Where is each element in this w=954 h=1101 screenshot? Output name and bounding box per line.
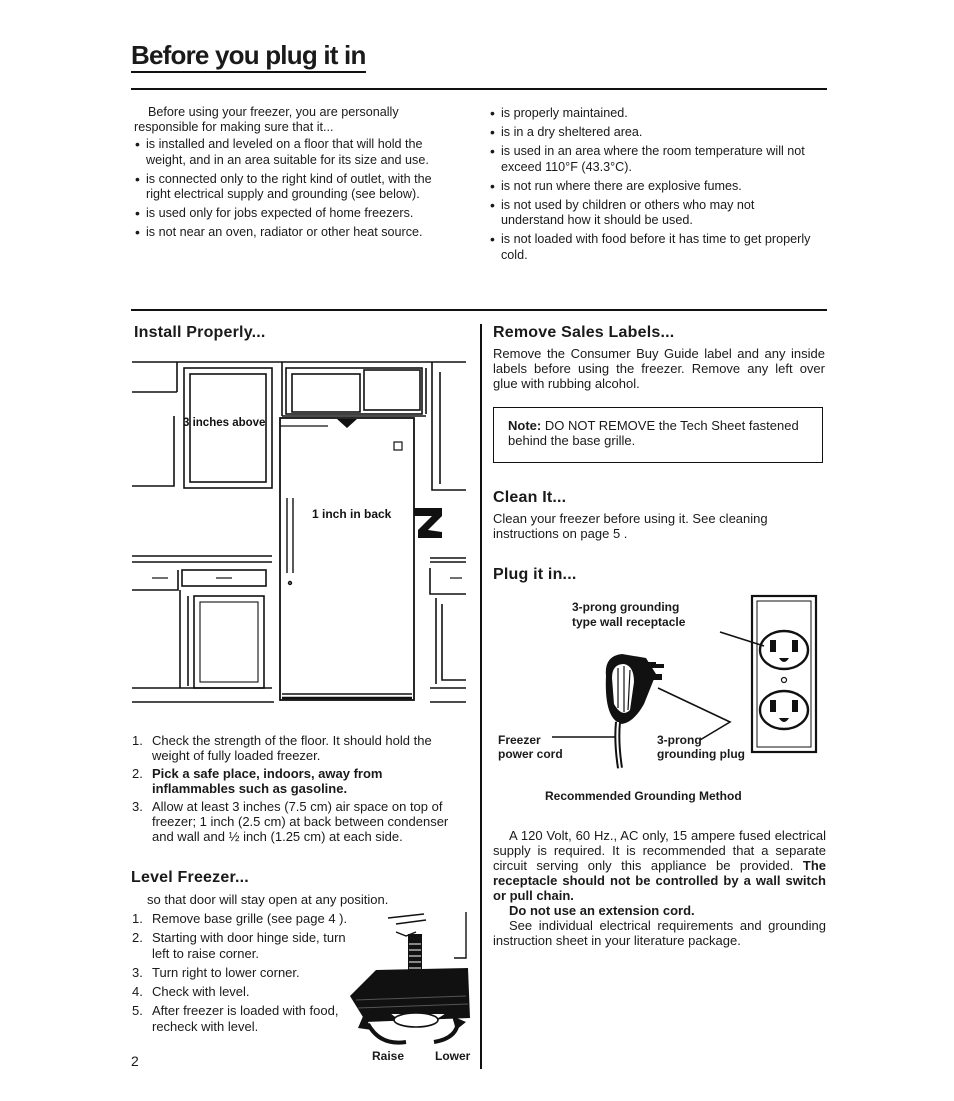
clean-text: Clean your freezer before using it. See cleaning instructions on page 5 .: [493, 511, 768, 541]
intro-bullet: • is in a dry sheltered area.: [489, 125, 811, 140]
intro-bullet: • is not used by children or others who may not understand how it should be used.: [489, 198, 811, 228]
intro-bullet: • is not loaded with food before it has time to get properly cold.: [489, 232, 811, 262]
page-title: Before you plug it in: [131, 40, 366, 73]
intro-bullet: • is not run where there are explosive fumes.: [489, 179, 811, 194]
label-plug-line2: grounding plug: [657, 747, 745, 761]
intro-bullet: • is connected only to the right kind of outlet, with the right electrical supply and grounding (see below).: [134, 172, 448, 202]
raise-label: Raise: [372, 1049, 405, 1063]
step-text: Check the strength of the floor. It should hold the weight of fully loaded freezer.: [152, 733, 432, 763]
level-steps: [130, 911, 360, 1038]
step-text: Pick a safe place, indoors, away from inflammables such as gasoline.: [152, 766, 383, 796]
column-divider: [480, 324, 482, 1069]
step-text: Remove base grille (see page 4 ).: [152, 911, 348, 926]
label-cord-line2: power cord: [498, 747, 563, 761]
note-label: Note:: [508, 418, 542, 433]
step-number: 3.: [132, 965, 143, 980]
installation-illustration: [132, 358, 466, 718]
figure-caption: Recommended Grounding Method: [545, 789, 742, 803]
intro-bullet: • is properly maintained.: [489, 106, 811, 121]
lower-label: Lower: [435, 1049, 471, 1063]
step-text: Starting with door hinge side, turn left to raise corner.: [152, 930, 346, 961]
electrical-text: A 120 Volt, 60 Hz., AC only, 15 ampere fused electrical supply is required. It is recommended that a separate circuit serving only this appliance be provided.: [493, 828, 826, 873]
list-item: [130, 766, 466, 796]
intro-bullet: • is used in an area where the room temperature will not exceed 110°F (43.3°C).: [489, 144, 811, 174]
step-number: 1.: [132, 733, 143, 748]
electrical-paragraph: [493, 828, 826, 903]
remove-text: Remove the Consumer Buy Guide label and any inside labels before using the freezer. Remove any left over glue with rubbing alcohol.: [493, 346, 825, 391]
electrical-requirements: [493, 828, 826, 948]
remove-heading: Remove Sales Labels...: [493, 324, 675, 341]
step-number: 2.: [132, 930, 143, 945]
extension-cord-warning: Do not use an extension cord.: [509, 903, 695, 918]
intro-right-bullets: [489, 106, 811, 263]
install-heading: Install Properly...: [134, 324, 266, 341]
step-number: 5.: [132, 1003, 143, 1018]
step-text: Turn right to lower corner.: [152, 965, 300, 980]
install-steps: [130, 733, 466, 847]
step-text: Allow at least 3 inches (7.5 cm) air space on top of freezer; 1 inch (2.5 cm) at back between condenser and wall and ½ inch (1.25 cm) at each side.: [152, 799, 449, 844]
intro-left-bullets: [134, 137, 448, 240]
label-receptacle-line2: type wall receptacle: [572, 615, 686, 629]
list-item: [130, 911, 360, 927]
step-number: 3.: [132, 799, 143, 814]
label-plug-line1: 3-prong: [657, 733, 702, 747]
list-item: [130, 733, 466, 763]
top-rule: [131, 88, 827, 90]
intro-bullet: • is used only for jobs expected of home freezers.: [134, 206, 448, 221]
page-number: 2: [131, 1053, 139, 1069]
list-item: [130, 930, 360, 962]
label-receptacle-line1: 3-prong grounding: [572, 600, 680, 614]
step-text: Check with level.: [152, 984, 250, 999]
intro-bullet: • is installed and leveled on a floor that will hold the weight, and in an area suitable for its size and use.: [134, 137, 448, 167]
step-number: 1.: [132, 911, 143, 926]
list-item: [130, 1003, 360, 1035]
step-text: After freezer is loaded with food, recheck with level.: [152, 1003, 339, 1034]
label-cord-line1: Freezer: [498, 733, 541, 747]
clean-heading: Clean It...: [493, 489, 567, 506]
electrical-warning: The receptacle should not be controlled by a wall switch or pull chain.: [493, 858, 826, 903]
intro-left: [134, 105, 448, 245]
list-item: [130, 799, 466, 844]
level-heading: Level Freezer...: [131, 869, 249, 886]
leveling-leg-illustration: [346, 910, 476, 1060]
literature-text: See individual electrical requirements and grounding instruction sheet in your literature package.: [493, 918, 826, 948]
label-1-inch-back: 1 inch in back: [312, 507, 392, 521]
level-intro: so that door will stay open at any position.: [147, 892, 389, 907]
list-item: [130, 984, 360, 1000]
note-box: [493, 407, 823, 463]
label-3-inches-above: 3 inches above: [183, 417, 266, 429]
intro-right: [489, 106, 811, 267]
plug-heading: Plug it in...: [493, 566, 577, 583]
step-number: 2.: [132, 766, 143, 781]
list-item: [130, 965, 360, 981]
middle-rule: [131, 309, 827, 311]
intro-lead: Before using your freezer, you are personally responsible for making sure that it...: [134, 105, 399, 135]
intro-bullet: • is not near an oven, radiator or other heat source.: [134, 225, 448, 240]
step-number: 4.: [132, 984, 143, 999]
note-text: DO NOT REMOVE the Tech Sheet fastened behind the base grille.: [508, 418, 799, 448]
